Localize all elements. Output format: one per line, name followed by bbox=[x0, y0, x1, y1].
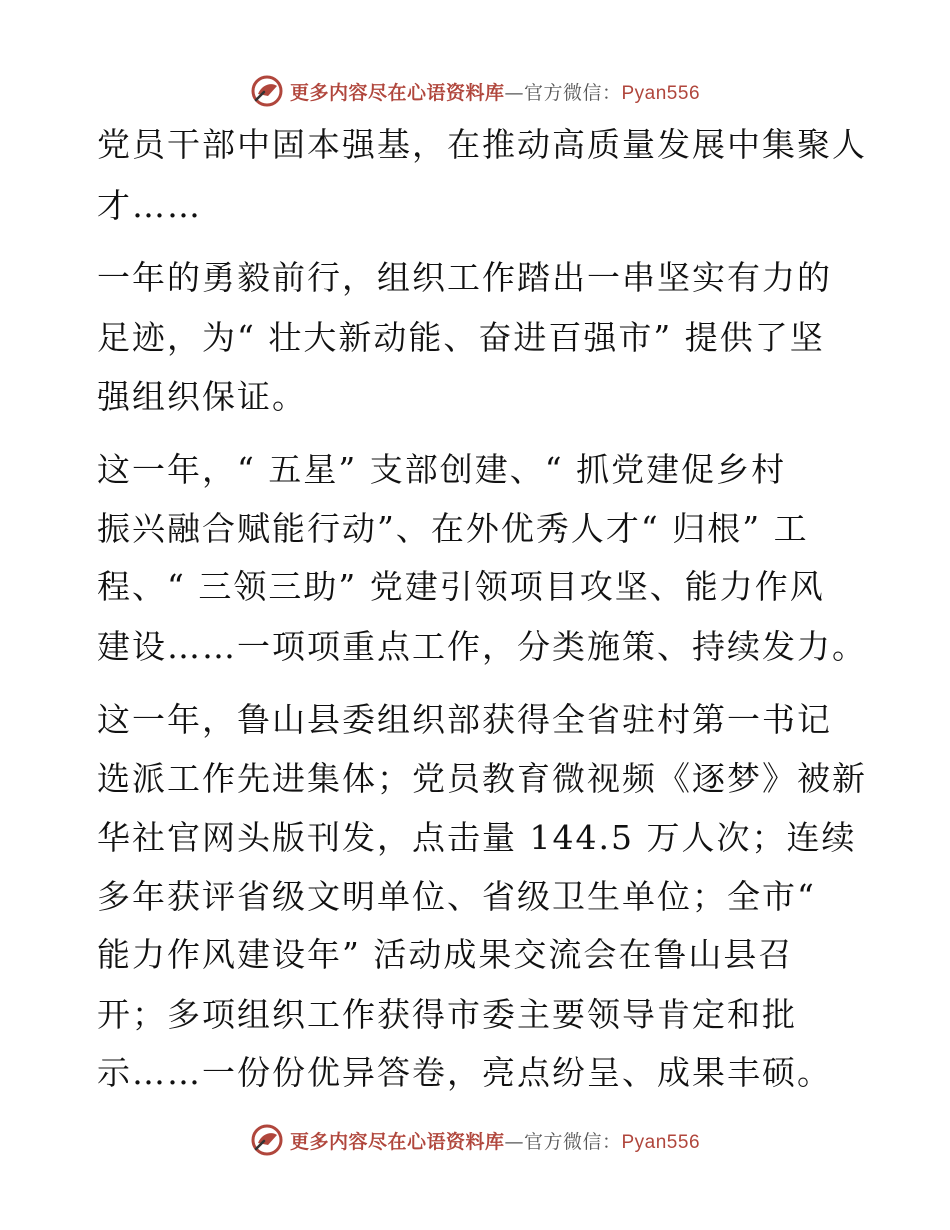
paragraph-3-line-3: 程、“ 三领三助” 党建引领项目攻坚、能力作风 bbox=[97, 567, 825, 606]
paragraph-4-line-1: 这一年，鲁山县委组织部获得全省驻村第一书记 bbox=[97, 700, 832, 739]
watermark-dash: — bbox=[504, 1130, 524, 1153]
watermark-banner-top bbox=[0, 71, 950, 111]
watermark-official-label: 官方微信： bbox=[523, 81, 622, 104]
paragraph-4-line-2: 选派工作先进集体；党员教育微视频《逐梦》被新 bbox=[97, 759, 867, 798]
paragraph-4-line-7: 示……一份份优异答卷，亮点纷呈、成果丰硕。 bbox=[97, 1053, 832, 1092]
paragraph-2-line-1: 一年的勇毅前行，组织工作踏出一串坚实有力的 bbox=[97, 258, 832, 297]
paragraph-1-line-1: 党员干部中固本强基，在推动高质量发展中集聚人 bbox=[97, 125, 867, 164]
paragraph-3-line-1: 这一年，“ 五星” 支部创建、“ 抓党建促乡村 bbox=[97, 450, 787, 489]
paragraph-2-line-3: 强组织保证。 bbox=[97, 377, 307, 416]
paragraph-4-line-4: 多年获评省级文明单位、省级卫生单位；全市“ bbox=[97, 877, 816, 916]
watermark-text bbox=[290, 1127, 700, 1154]
watermark-wechat-id: Pyan556 bbox=[621, 82, 701, 104]
seal-logo-icon bbox=[250, 1123, 284, 1157]
watermark-main-text: 更多内容尽在心语资料库 bbox=[289, 1130, 505, 1153]
watermark-wechat-id: Pyan556 bbox=[621, 1131, 701, 1153]
seal-logo-icon bbox=[250, 74, 284, 108]
watermark-main-text: 更多内容尽在心语资料库 bbox=[289, 81, 505, 104]
paragraph-1-line-2: 才…… bbox=[97, 186, 202, 225]
paragraph-4-line-5: 能力作风建设年” 活动成果交流会在鲁山县召 bbox=[97, 935, 794, 974]
watermark-dash: — bbox=[504, 81, 524, 104]
paragraph-3-line-2: 振兴融合赋能行动”、在外优秀人才“ 归根” 工 bbox=[97, 509, 809, 548]
watermark-text bbox=[290, 78, 700, 105]
watermark-official-label: 官方微信： bbox=[523, 1130, 622, 1153]
paragraph-3-line-4: 建设……一项项重点工作，分类施策、持续发力。 bbox=[97, 627, 867, 666]
paragraph-4-line-6: 开；多项组织工作获得市委主要领导肯定和批 bbox=[97, 995, 797, 1034]
watermark-banner-bottom bbox=[0, 1120, 950, 1160]
paragraph-4-line-3: 华社官网头版刊发，点击量 144.5 万人次；连续 bbox=[97, 818, 857, 857]
paragraph-2-line-2: 足迹，为“ 壮大新动能、奋进百强市” 提供了坚 bbox=[97, 318, 825, 357]
